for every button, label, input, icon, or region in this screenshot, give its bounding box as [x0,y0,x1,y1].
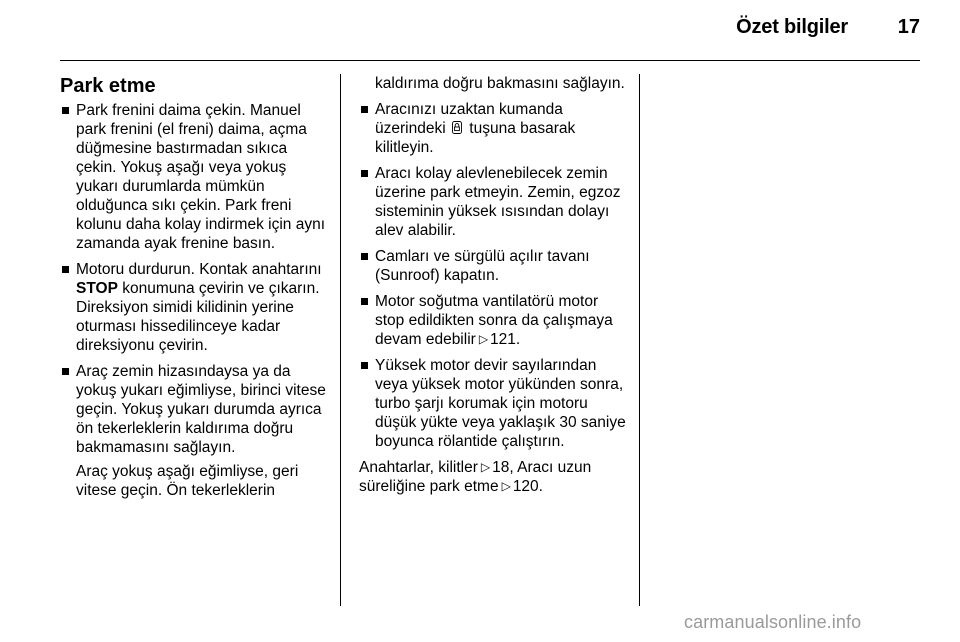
page-reference-icon: ▷ [478,332,489,346]
bullet-square-icon [361,298,368,305]
list-item-continuation: kaldırıma doğru bakmasını sağlayın. [375,75,625,92]
lock-button-icon [452,121,462,134]
list-item-text: tuşuna basarak kilitleyin. [375,120,576,156]
list-item [359,356,627,451]
list-item-continuation: Araç yokuş aşağı eğimliyse, geri vitese geçin. Ön tekerleklerin [76,463,299,499]
list-item [60,101,328,253]
column-divider-2 [639,74,640,606]
list-item-text: Camları ve sürgülü açılır tavanı (Sunroof) kapatın. [375,248,590,284]
page-reference-icon: ▷ [480,460,491,474]
list-item-text: Aracı kolay alevlenebilecek zemin üzerine park etmeyin. Zemin, egzoz sisteminin yüksek ısısından dolayı alev alabilir. [375,165,621,239]
list-item-text: Aracınızı uzaktan kumanda üzerindeki [375,101,563,137]
list-item [359,292,627,349]
bullet-square-icon [62,368,69,375]
reference-paragraph [359,458,627,496]
bullet-square-icon [361,106,368,113]
list-item-text: Park frenini daima çekin. Manuel park frenini (el freni) daima, açma düğmesine bastırmadan sıkıca çekin. Yokuş aşağı veya yokuş yukarı durumlarda mümkün olduğunca sıkı çekin. Park freni kolunu daha kolay indirmek için aynı zamanda ayak frenine basın. [76,102,325,252]
bullet-square-icon [361,362,368,369]
list-item-text: konumuna çevirin ve çıkarın. Direksiyon simidi kilidinin yerine oturması hissedilinceye kadar direksiyonu çevirin. [76,280,320,354]
list-item [60,260,328,355]
page-reference-icon: ▷ [501,479,511,493]
section-title: Park etme [60,75,156,97]
list-item [359,164,627,240]
page-reference[interactable]: 121. [490,331,521,348]
list-item [359,100,627,157]
bullet-square-icon [62,107,69,114]
header-rule [60,60,920,61]
bullet-square-icon [361,170,368,177]
page-reference[interactable]: 120. [512,478,543,495]
list-item-text: Motoru durdurun. Kontak anahtarını [76,261,322,278]
column-1 [60,74,328,507]
column-2 [359,74,627,496]
paragraph-text: Anahtarlar, kilitler [359,459,478,476]
bullet-square-icon [361,253,368,260]
page-header-title: Özet bilgiler [736,16,848,38]
column-divider-1 [340,74,341,606]
key-position-stop: STOP [76,280,118,297]
bullet-square-icon [62,266,69,273]
page-number: 17 [897,16,920,38]
list-item [359,247,627,285]
watermark: carmanualsonline.info [684,612,862,632]
list-item [60,362,328,457]
page-reference[interactable]: 18, Aracı uzun süreliğine park etme [359,459,592,495]
list-item-text: Araç zemin hizasındaysa ya da yokuş yukarı eğimliyse, birinci vitese geçin. Yokuş yukarı durumda ayrıca ön tekerleklerin kaldırıma doğru bakmamasını sağlayın. [76,363,326,456]
list-item-text: Motor soğutma vantilatörü motor stop edildikten sonra da çalışmaya devam edebilir [375,293,613,348]
list-item-text: Yüksek motor devir sayılarından veya yüksek motor yükünden sonra, turbo şarjı korumak için motoru düşük yükte veya yaklaşık 30 saniye boyunca rölantide çalıştırın. [375,357,626,450]
